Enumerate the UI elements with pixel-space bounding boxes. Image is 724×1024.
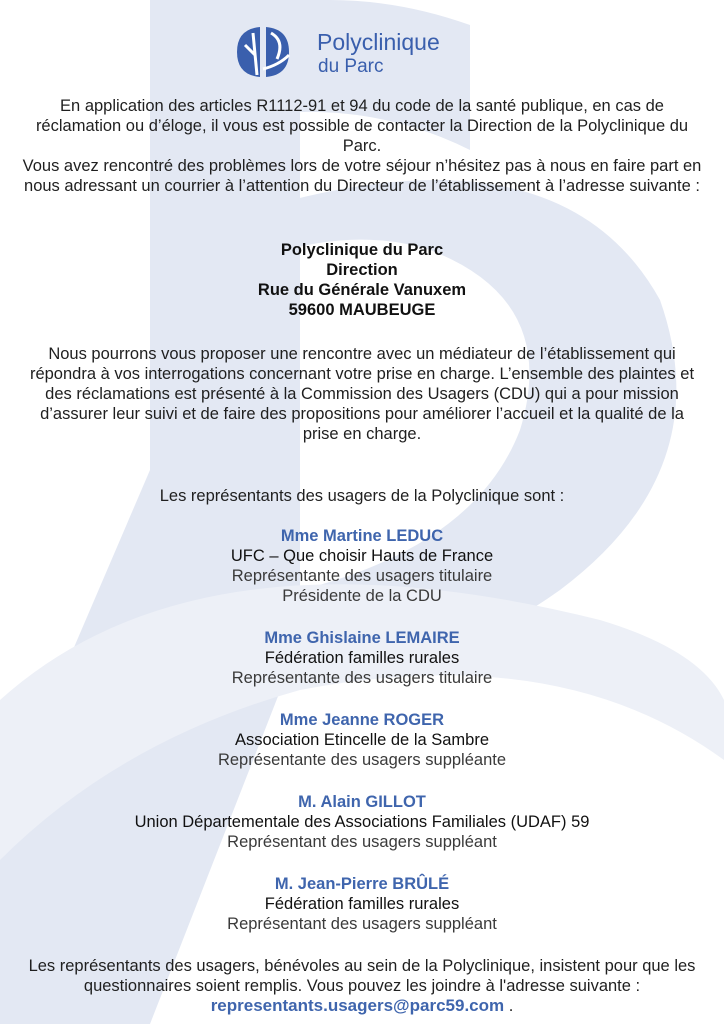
representative-name: Mme Jeanne ROGER xyxy=(279,711,445,729)
representative-5 xyxy=(20,874,704,934)
representative-name: M. Jean-Pierre BRÛLÉ xyxy=(274,875,450,893)
representative-role: Représentante des usagers suppléante xyxy=(217,751,507,769)
contact-email-link[interactable]: representants.usagers@parc59.com xyxy=(210,996,505,1015)
leaf-tree-logo-icon xyxy=(233,25,293,81)
representative-org: Fédération familles rurales xyxy=(264,895,460,913)
mediation-text xyxy=(20,344,704,444)
representative-name: M. Alain GILLOT xyxy=(298,793,426,811)
address-line-1: Polyclinique du Parc xyxy=(280,241,444,259)
representative-org: UFC – Que choisir Hauts de France xyxy=(230,547,494,565)
postal-address xyxy=(20,240,704,320)
intro-text xyxy=(20,96,704,196)
intro-paragraph-2: Vous avez rencontré des problèmes lors de votre séjour n’hésitez pas à nous en faire part en nous adressant un courrier à l’attention du Directeur de l’établissement à l’adresse suivante : xyxy=(22,157,702,195)
representative-role: Représentant des usagers suppléant xyxy=(227,833,497,851)
brand-name: Polyclinique xyxy=(317,29,440,55)
brand-logo xyxy=(233,25,495,83)
closing-period: . xyxy=(508,997,514,1015)
representative-role: Représentant des usagers suppléant xyxy=(227,915,497,933)
representative-4 xyxy=(20,792,704,852)
representative-3 xyxy=(20,710,704,770)
representative-name: Mme Martine LEDUC xyxy=(280,527,444,545)
intro-paragraph-1: En application des articles R1112-91 et 94 du code de la santé publique, en cas de réclamation ou d’éloge, il vous est possible de contacter la Direction de la Polyclinique du Parc. xyxy=(35,97,689,155)
representative-role: Représentante des usagers titulaire xyxy=(231,567,493,585)
address-line-2: Direction xyxy=(326,261,398,279)
closing-paragraph: Les représentants des usagers, bénévoles au sein de la Polyclinique, insistent pour que les questionnaires soient remplis. Vous pouvez les joindre à l'adresse suivante : xyxy=(28,957,696,995)
representative-org: Union Départementale des Associations Familiales (UDAF) 59 xyxy=(134,813,590,831)
representative-org: Association Etincelle de la Sambre xyxy=(234,731,490,749)
address-line-4: 59600 MAUBEUGE xyxy=(288,301,436,319)
address-line-3: Rue du Générale Vanuxem xyxy=(257,281,467,299)
representative-role: Représentante des usagers titulaire xyxy=(231,669,493,687)
closing-text xyxy=(20,956,704,1016)
representative-org: Fédération familles rurales xyxy=(264,649,460,667)
mediation-paragraph: Nous pourrons vous proposer une rencontre avec un médiateur de l’établissement qui répondra à vos interrogations concernant votre prise en charge. L’ensemble des plaintes et des réclamations est présenté à la Commission des Usagers (CDU) qui a pour mission d’assurer leur suivi et de faire des propositions pour améliorer l’accueil et la qualité de la prise en charge. xyxy=(29,345,695,443)
representative-extra: Présidente de la CDU xyxy=(282,587,442,605)
representative-name: Mme Ghislaine LEMAIRE xyxy=(264,629,460,647)
brand-subname: du Parc xyxy=(318,56,384,77)
representative-1 xyxy=(20,526,704,606)
representatives-intro: Les représentants des usagers de la Polyclinique sont : xyxy=(159,487,565,505)
representative-2 xyxy=(20,628,704,688)
